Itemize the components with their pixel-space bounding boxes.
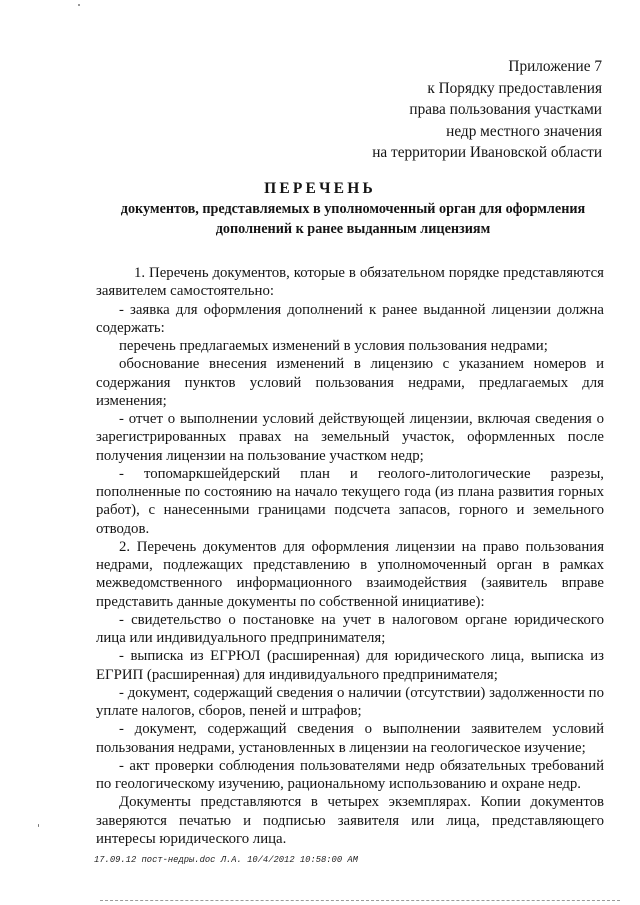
- paragraph-closing: Документы представляются в четырех экземплярах. Копии документов заверяются печатью и подписью заявителя или лица, представляющего интересы юридического лица.: [96, 794, 604, 847]
- appendix-block: [372, 56, 602, 164]
- subtitle-line: документов, представляемых в уполномоченный орган для оформления: [120, 201, 586, 217]
- document-title: ПЕРЕЧЕНЬ: [264, 180, 376, 197]
- appendix-line: на территории Ивановской области: [372, 144, 602, 161]
- appendix-line: недр местного значения: [446, 122, 602, 140]
- paragraph-item: - свидетельство о постановке на учет в налоговом органе юридического лица или индивидуального предпринимателя;: [96, 611, 604, 646]
- paragraph-section-1: 1. Перечень документов, которые в обязательном порядке представляются заявителем самостоятельно:: [96, 265, 604, 300]
- scan-speck: [78, 4, 80, 6]
- file-footer: 17.09.12 пост-недры.doc Л.А. 10/4/2012 10:58:00 AM: [94, 855, 358, 865]
- document-subtitle: [80, 199, 626, 239]
- document-body: [96, 264, 604, 848]
- paragraph-item: перечень предлагаемых изменений в условия пользования недрами;: [119, 338, 548, 354]
- paragraph-item: - выписка из ЕГРЮЛ (расширенная) для юридического лица, выписка из ЕГРИП (расширенная) для индивидуального предпринимателя;: [96, 648, 604, 683]
- appendix-line: к Порядку предоставления: [427, 79, 602, 97]
- paragraph-item: - заявка для оформления дополнений к ранее выданной лицензии должна содержать:: [96, 301, 604, 336]
- appendix-line: права пользования участками: [409, 101, 602, 118]
- paragraph-item: - топомаркшейдерский план и геолого-литологические разрезы, пополненные по состоянию на начало текущего года (из плана развития горных работ), с нанесенными границами подсчета запасов, горного и земельного отводов.: [96, 465, 604, 537]
- paragraph-item: - документ, содержащий сведения о выполнении заявителем условий пользования недрами, установленных в лицензии на геологическое изучение;: [96, 721, 604, 756]
- subtitle-line: дополнений к ранее выданным лицензиям: [215, 221, 491, 237]
- paragraph-item: обоснование внесения изменений в лицензию с указанием номеров и содержания пунктов условий пользования недрами, предлагаемых для изменения;: [96, 356, 604, 409]
- paragraph-item: - акт проверки соблюдения пользователями недр обязательных требований по геологическому изучению, рациональному использованию и охране недр.: [96, 757, 604, 792]
- paragraph-section-2: 2. Перечень документов для оформления лицензии на право пользования недрами, подлежащих представлению в уполномоченный орган в рамках межведомственного информационного взаимодействия (заявитель вправе представить данные документы по собственной инициативе):: [96, 538, 604, 610]
- appendix-line: Приложение 7: [508, 58, 602, 75]
- paragraph-item: - отчет о выполнении условий действующей лицензии, включая сведения о зарегистрированных правах на земельный участок, оформленных после получения лицензии на пользование участком недр;: [96, 411, 604, 464]
- scan-edge: [100, 900, 620, 902]
- scan-speck: [38, 824, 39, 827]
- paragraph-item: - документ, содержащий сведения о наличии (отсутствии) задолженности по уплате налогов, сборов, пеней и штрафов;: [96, 684, 604, 719]
